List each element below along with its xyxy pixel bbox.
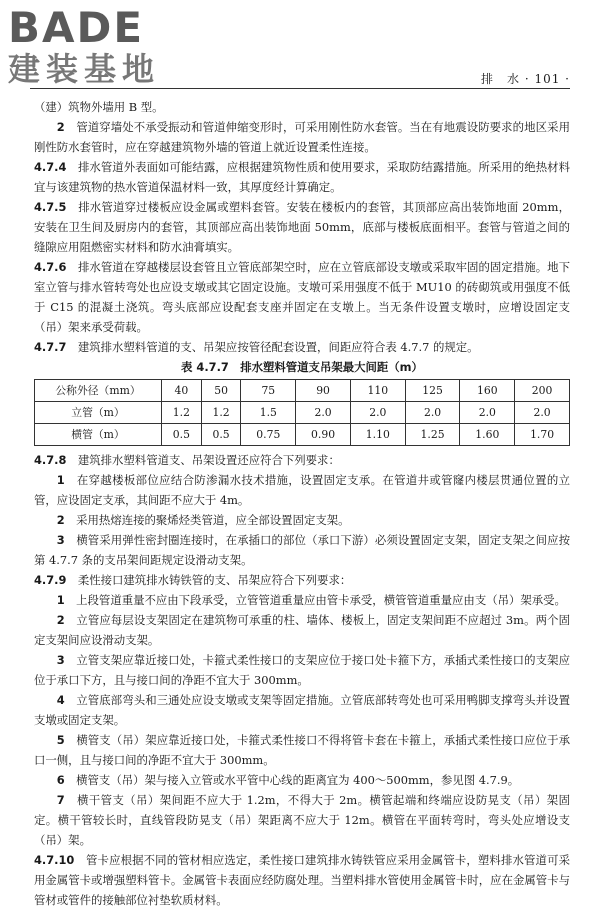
clause-4-7-9 [34,570,570,590]
clause-number: 4.7.10 [34,853,75,867]
item-text: 立管应每层设支架固定在建筑物可承重的柱、墙体、楼板上，固定支架间距不应超过 3m。两个固定支架间应设滑动支架。 [34,613,570,647]
table-cell: 2.0 [460,402,515,424]
header-rule [30,88,570,89]
clause-text: 排水管道外表面如可能结露，应根据建筑物性质和使用要求，采取防结露措施。所采用的绝热材料宜与该建筑物的热水管道保温材料一致，其厚度经计算确定。 [34,160,570,194]
table-caption: 表 4.7.7 排水塑料管道支吊架最大间距（m） [181,360,423,374]
clause-item [34,650,570,690]
page-body [34,97,570,910]
clause-item [34,470,570,510]
table-cell: 1.60 [460,424,515,446]
table-cell: 1.25 [405,424,460,446]
item-text: 立管支架应靠近接口处，卡箍式柔性接口的支架应位于接口处卡箍下方，承插式柔性接口的支架应位于承口下方，且与接口间的净距不宜大于 300mm。 [34,653,570,687]
clause-item [34,730,570,770]
table-cell: 160 [460,380,515,402]
clause-item [34,610,570,650]
table-cell: 2.0 [296,402,351,424]
clause-text: 排水管道在穿越楼层设套管且立管底部架空时，应在立管底部设支墩或采取牢固的固定措施。地下室立管与排水管转弯处也应设支墩或其它固定设施。支墩可采用强度不低于 MU10 的砖砌筑或用强度不低于 C15 的混凝土浇筑。弯头底部应设配套支座并固定在支墩上。当无条件设置支墩时，应增设固定支（吊）架来承受荷载。 [34,260,570,334]
item-text: 横管采用弹性密封圈连接时，在承插口的部位（承口下游）必须设置固定支架，固定支架之间应按第 4.7.7 条的支吊架间距规定设滑动支架。 [34,533,570,567]
item-text: 在穿越楼板部位应结合防渗漏水技术措施，设置固定支承。在管道井或管窿内楼层贯通位置的立管，应设固定支承，其间距不应大于 4m。 [34,473,570,507]
clause-item [34,510,570,530]
clause-number: 4.7.4 [34,160,67,174]
table-cell: 1.2 [201,402,241,424]
table-cell: 1.2 [162,402,202,424]
clause-4-7-7 [34,337,570,357]
clause-number: 4.7.6 [34,260,67,274]
table-cell: 1.10 [350,424,405,446]
table-cell: 200 [515,380,570,402]
clause-item [34,530,570,570]
item-number: 2 [56,513,65,527]
item-text: 管道穿墙处不承受振动和管道伸缩变形时，可采用刚性防水套管。当在有地震设防要求的地区采用刚性防水套管时，应在穿越建筑物外墙的管道上就近设置柔性连接。 [34,120,570,154]
table-cell: 2.0 [350,402,405,424]
clause-text: 建筑排水塑料管道的支、吊架应按管径配套设置，间距应符合表 4.7.7 的规定。 [77,340,479,354]
clause-number: 4.7.5 [34,200,67,214]
table-cell: 110 [350,380,405,402]
item-number: 3 [56,533,65,547]
table-row [35,402,570,424]
row-header: 立管（m） [35,402,162,424]
item-number: 2 [56,613,65,627]
table-cell: 0.90 [296,424,351,446]
clause-text: 管卡应根据不同的管材相应选定，柔性接口建筑排水铸铁管应采用金属管卡，塑料排水管道可采用金属管卡或增强塑料管卡。金属管卡表面应经防腐处理。当塑料排水管使用金属管卡时，应在金属管卡与管材或管件的接触部位衬垫软质材料。 [34,853,570,907]
brand-logo [8,3,183,88]
table-cell: 2.0 [515,402,570,424]
clause-4-7-10 [34,850,570,910]
clause-text: 排水管道穿过楼板应设金属或塑料套管。安装在楼板内的套管，其顶部应高出装饰地面 20mm，安装在卫生间及厨房内的套管，其顶部应高出装饰地面 50mm，底部与楼板底面相平。套管与管道之间的缝隙应用阻燃密实材料和防水油膏填实。 [34,200,570,254]
item-text: 上段管道重量不应由下段承受，立管管道重量应由管卡承受，横管管道重量应由支（吊）架承受。 [76,593,566,607]
item-text: 采用热熔连接的聚烯烃类管道，应全部设置固定支架。 [76,513,350,527]
table-cell: 0.75 [241,424,296,446]
clause-text: 柔性接口建筑排水铸铁管的支、吊架应符合下列要求： [77,573,352,587]
item-number: 5 [56,733,65,747]
item-text: 横干管支（吊）架间距不应大于 1.2m，不得大于 2m。横管起端和终端应设防晃支（吊）架固定。横干管较长时，直线管段防晃支（吊）架距离不应大于 12m。横管在平面转弯时，弯头处应增设支（吊）架。 [34,793,570,847]
item-number: 7 [56,793,65,807]
item-text: 立管底部弯头和三通处应设支墩或支架等固定措施。立管底部转弯处也可采用鸭脚支撑弯头并设置支墩或固定支架。 [34,693,570,727]
table-cell: 0.5 [162,424,202,446]
clause-item [34,770,570,790]
item-number: 2 [56,120,65,134]
brand-chinese-name: 建装基地 [8,50,161,88]
item-number: 1 [56,593,65,607]
table-cell: 40 [162,380,202,402]
table-cell: 1.70 [515,424,570,446]
table-cell: 0.5 [201,424,241,446]
table-cell: 50 [201,380,241,402]
clause-number: 4.7.9 [34,573,67,587]
clause-4-7-5 [34,197,570,257]
item-number: 4 [56,693,65,707]
table-row [35,424,570,446]
clause-number: 4.7.8 [34,453,67,467]
brand-wordmark: BADE [8,3,145,52]
support-spacing-table [34,379,570,446]
clause-4-7-4 [34,157,570,197]
clause-item [34,690,570,730]
running-head: 排 水 · 101 · [481,72,570,86]
paragraph: （建）筑物外墙用 B 型。 [34,100,164,114]
table-cell: 90 [296,380,351,402]
clause-item [34,790,570,850]
item-text: 横管支（吊）架与接入立管或水平管中心线的距离宜为 400～500mm，参见图 4.7.9。 [76,773,520,787]
table-row [35,380,570,402]
table-cell: 75 [241,380,296,402]
row-header: 横管（m） [35,424,162,446]
table-cell: 125 [405,380,460,402]
clause-4-7-6 [34,257,570,337]
clause-4-7-8 [34,450,570,470]
clause-item [34,590,570,610]
clause-number: 4.7.7 [34,340,67,354]
clause-item [34,117,570,157]
row-header: 公称外径（mm） [35,380,162,402]
table-cell: 2.0 [405,402,460,424]
item-text: 横管支（吊）架应靠近接口处，卡箍式柔性接口不得将管卡套在卡箍上，承插式柔性接口应位于承口一侧，且与接口间的净距不宜大于 300mm。 [34,733,570,767]
table-cell: 1.5 [241,402,296,424]
item-number: 1 [56,473,65,487]
item-number: 6 [56,773,65,787]
clause-text: 建筑排水塑料管道支、吊架设置还应符合下列要求： [77,453,340,467]
item-number: 3 [56,653,65,667]
